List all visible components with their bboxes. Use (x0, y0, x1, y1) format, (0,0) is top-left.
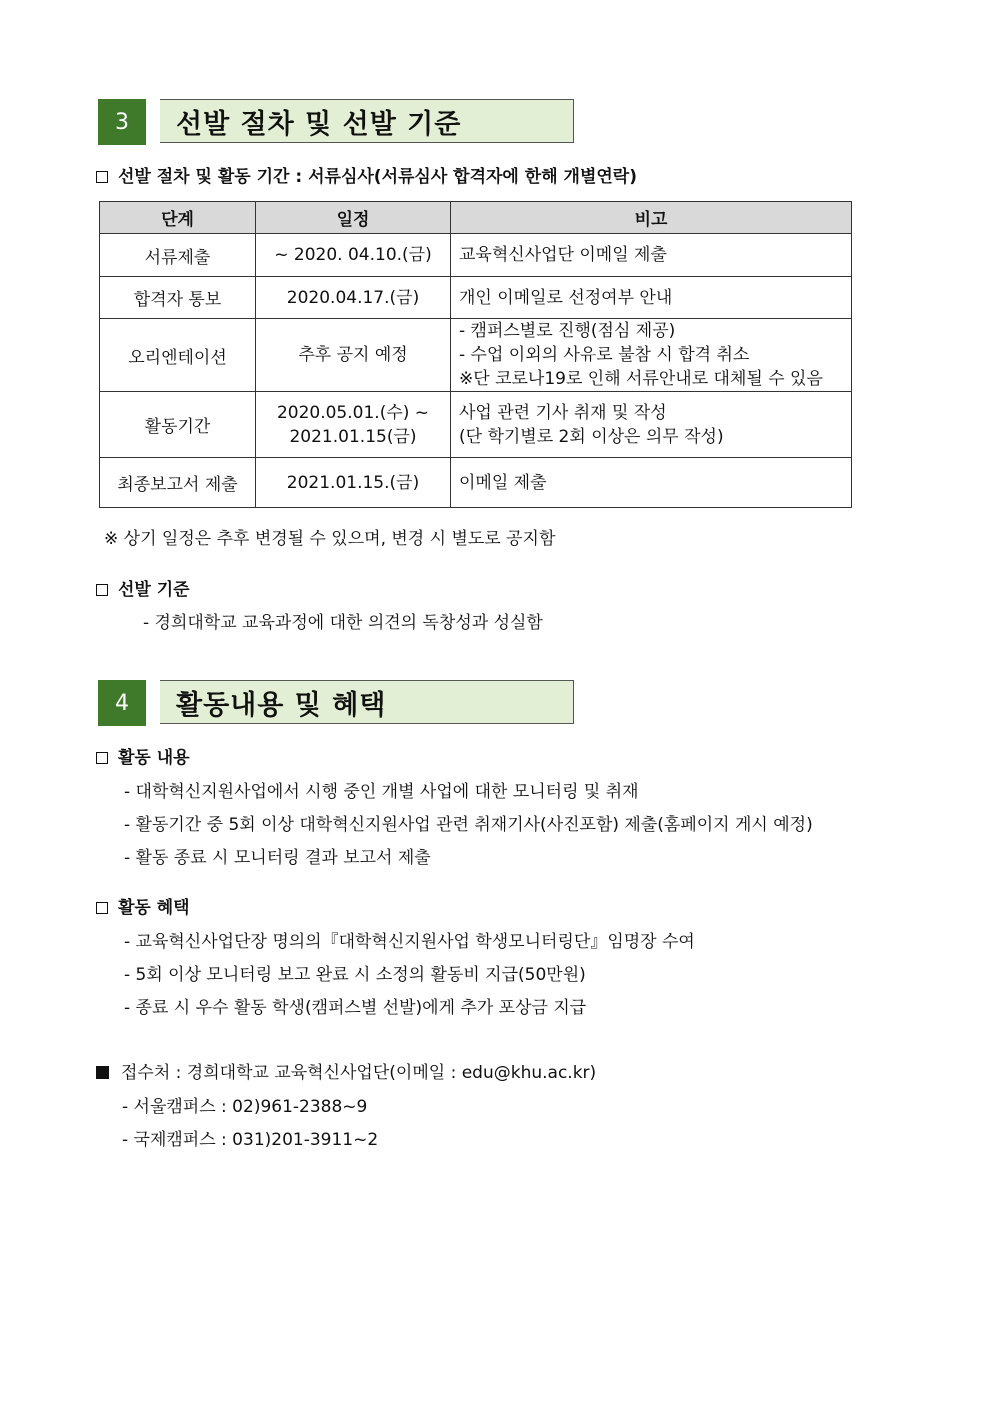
criteria-heading (96, 575, 190, 600)
section-3-number: 3 (98, 99, 146, 145)
section-4-title: 활동내용 및 혜택 (160, 680, 574, 724)
schedule-cell (256, 392, 451, 458)
schedule-line: 2021.01.15.(금) (286, 472, 420, 493)
schedule-note: ※ 상기 일정은 추후 변경될 수 있으며, 변경 시 별도로 공지함 (104, 529, 556, 549)
checkbox-square-icon (96, 902, 108, 914)
benefit-item: - 종료 시 우수 활동 학생(캠퍼스별 선발)에게 추가 포상금 지급 (124, 998, 587, 1018)
checkbox-square-icon (96, 171, 108, 183)
content-item: - 활동기간 중 5회 이상 대학혁신지원사업 관련 취재기사(사진포함) 제출(홈페이지 게시 예정) (124, 815, 813, 835)
table-row (100, 392, 852, 458)
section-3-header (98, 99, 578, 145)
note-cell (451, 458, 852, 508)
table-row (100, 458, 852, 508)
stage-cell: 최종보고서 제출 (100, 458, 256, 508)
schedule-cell (256, 277, 451, 319)
content-heading (96, 743, 190, 768)
note-line: 사업 관련 기사 취재 및 작성 (459, 402, 667, 423)
note-line: ※단 코로나19로 인해 서류안내로 대체될 수 있음 (459, 369, 823, 389)
benefit-item: - 5회 이상 모니터링 보고 완료 시 소정의 활동비 지급(50만원) (124, 965, 586, 985)
procedure-heading (96, 162, 637, 187)
note-line: (단 학기별로 2회 이상은 의무 작성) (459, 426, 724, 447)
stage-cell: 서류제출 (100, 234, 256, 277)
checkbox-square-icon (96, 752, 108, 764)
schedule-cell (256, 319, 451, 392)
note-cell (451, 319, 852, 392)
stage-cell: 합격자 통보 (100, 277, 256, 319)
schedule-line: 추후 공지 예정 (298, 345, 408, 365)
benefit-heading (96, 893, 190, 918)
table-header-row (100, 202, 852, 234)
header-stage: 단계 (100, 202, 256, 234)
content-heading-text: 활동 내용 (118, 748, 190, 768)
header-schedule: 일정 (256, 202, 451, 234)
contact-main-text: 접수처 : 경희대학교 교육혁신사업단(이메일 : edu@khu.ac.kr) (121, 1063, 597, 1083)
header-note: 비고 (451, 202, 852, 234)
stage-cell: 오리엔테이션 (100, 319, 256, 392)
contact-seoul: - 서울캠퍼스 : 02)961-2388~9 (122, 1097, 368, 1117)
note-cell (451, 277, 852, 319)
schedule-cell (256, 458, 451, 508)
benefit-heading-text: 활동 혜택 (118, 898, 190, 918)
table-row (100, 277, 852, 319)
stage-cell: 활동기간 (100, 392, 256, 458)
note-line: 교육혁신사업단 이메일 제출 (459, 245, 667, 265)
contact-global: - 국제캠퍼스 : 031)201-3911~2 (122, 1130, 379, 1150)
section-4-header (98, 680, 578, 726)
criteria-heading-text: 선발 기준 (118, 580, 190, 600)
schedule-line: 2021.01.15(금) (289, 426, 417, 447)
note-line: 개인 이메일로 선정여부 안내 (459, 287, 673, 308)
note-line: 이메일 제출 (459, 472, 547, 493)
procedure-heading-text: 선발 절차 및 활동 기간 : 서류심사(서류심사 합격자에 한해 개별연락) (118, 167, 637, 187)
table-row (100, 319, 852, 392)
schedule-line: ~ 2020. 04.10.(금) (274, 245, 432, 265)
content-item: - 대학혁신지원사업에서 시행 중인 개별 사업에 대한 모니터링 및 취재 (124, 782, 639, 802)
content-item: - 활동 종료 시 모니터링 결과 보고서 제출 (124, 848, 431, 868)
section-3-title: 선발 절차 및 선발 기준 (160, 99, 574, 143)
schedule-line: 2020.04.17.(금) (286, 287, 420, 308)
note-line: - 수업 이외의 사유로 불참 시 합격 취소 (459, 345, 750, 365)
criteria-item: - 경희대학교 교육과정에 대한 의견의 독창성과 성실함 (143, 613, 543, 633)
schedule-cell (256, 234, 451, 277)
table-row (100, 234, 852, 277)
note-cell (451, 392, 852, 458)
contact-main (96, 1058, 596, 1083)
note-line: - 캠퍼스별로 진행(점심 제공) (459, 321, 676, 341)
note-cell (451, 234, 852, 277)
checkbox-square-icon (96, 584, 108, 596)
schedule-line: 2020.05.01.(수) ~ (276, 402, 430, 423)
filled-square-icon (96, 1066, 109, 1079)
section-4-number: 4 (98, 680, 146, 726)
schedule-table (99, 201, 852, 508)
benefit-item: - 교육혁신사업단장 명의의『대학혁신지원사업 학생모니터링단』임명장 수여 (124, 932, 695, 952)
